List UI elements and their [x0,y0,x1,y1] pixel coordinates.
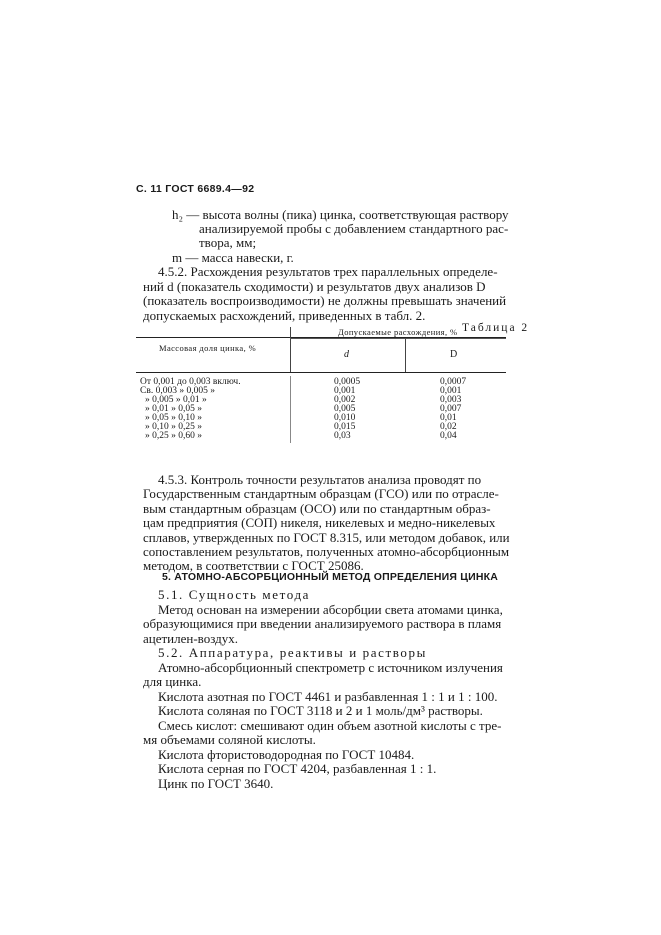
def-h2-line2: анализируемой пробы с добавлением стандартного рас- [199,221,509,236]
def-h2-line1: h₂ — высота волны (пика) цинка, соответствующая раствору [172,207,509,222]
table-vrule-main [290,327,291,372]
p453-line5: сплавов, утвержденных по ГОСТ 8.315, или методом добавок, или [143,530,510,545]
s52-line5: Смесь кислот: смешивают один объем азотной кислоты с тре- [158,718,502,733]
table-row-4-range: » 0,01 » 0,05 » [145,404,202,414]
table-row-6-D: 0,02 [440,422,457,432]
p453-line1: 4.5.3. Контроль точности результатов анализа проводят по [158,472,482,487]
s51-line1: Метод основан на измерении абсорбции света атомами цинка, [158,602,503,617]
table-body-vrule [290,376,291,443]
table-row-7-range: » 0,25 » 0,60 » [145,431,202,441]
s51-title: 5.1. Сущность метода [158,587,311,602]
table-row-1-range: От 0,001 до 0,003 включ. [140,377,241,387]
table-row-3-range: » 0,005 » 0,01 » [145,395,207,405]
section-5-heading: 5. АТОМНО-АБСОРБЦИОННЫЙ МЕТОД ОПРЕДЕЛЕНИЯ ЦИНКА [162,571,499,583]
table-vrule-sub [405,339,406,372]
col-header-d: d [344,349,350,360]
s51-line2: образующимися при введении анализируемого раствора в пламя [143,616,502,631]
table-group-rule [290,338,506,339]
table-row-6-range: » 0,10 » 0,25 » [145,422,202,432]
table-row-5-d: 0,010 [334,413,356,423]
table-row-4-D: 0,007 [440,404,462,414]
p452-line2: ний d (показатель сходимости) и результатов двух анализов D [143,279,486,294]
table-row-5-D: 0,01 [440,413,457,423]
table-row-2-D: 0,001 [440,386,462,396]
table-row-1-d: 0,0005 [334,377,361,387]
table-head-rule [136,372,506,373]
table-row-7-D: 0,04 [440,431,457,441]
s52-line8: Кислота серная по ГОСТ 4204, разбавленная 1 : 1. [158,761,437,776]
p453-line6: сопоставлением результатов, полученных атомно-абсорбционным [143,544,510,559]
table-row-5-range: » 0,05 » 0,10 » [145,413,202,423]
p453-line7: методом, в соответствии с ГОСТ 25086. [143,558,364,573]
table-row-6-d: 0,015 [334,422,356,432]
s52-line7: Кислота фтористоводородная по ГОСТ 10484. [158,747,415,762]
col-header-D: D [450,349,458,360]
col-header-mass-fraction: Массовая доля цинка, % [159,343,257,353]
table-row-7-d: 0,03 [334,431,351,441]
table-row-2-range: Св. 0,003 » 0,005 » [140,386,215,396]
table-title: Таблица 2 [462,322,530,334]
s52-line4: Кислота соляная по ГОСТ 3118 и 2 и 1 моль/дм³ растворы. [158,703,483,718]
s52-line9: Цинк по ГОСТ 3640. [158,776,274,791]
table-row-3-D: 0,003 [440,395,462,405]
s51-line3: ацетилен-воздух. [143,631,238,646]
p453-line2: Государственным стандартным образцам (ГСО) или по отрасле- [143,486,499,501]
p453-line4: цам предприятия (СОП) никеля, никелевых и медно-никелевых [143,515,496,530]
p452-line4: допускаемых расхождений, приведенных в табл. 2. [143,308,426,323]
def-m: m — масса навески, г. [172,250,294,265]
s52-line3: Кислота азотная по ГОСТ 4461 и разбавленная 1 : 1 и 1 : 100. [158,689,498,704]
table-row-3-d: 0,002 [334,395,356,405]
table-row-1-D: 0,0007 [440,377,467,387]
s52-title: 5.2. Аппаратура, реактивы и растворы [158,645,427,660]
s52-line6: мя объемами соляной кислоты. [143,732,316,747]
col-header-tolerance: Допускаемые расхождения, % [338,327,458,337]
p453-line3: вым стандартным образцам (ОСО) или по стандартным образ- [143,501,491,516]
p452-line1: 4.5.2. Расхождения результатов трех параллельных определе- [158,264,498,279]
table-row-2-d: 0,001 [334,386,356,396]
page-header: С. 11 ГОСТ 6689.4—92 [136,183,255,195]
table-row-4-d: 0,005 [334,404,356,414]
def-h2-line3: твора, мм; [199,235,257,250]
s52-line2: для цинка. [143,674,202,689]
p452-line3: (показатель воспроизводимости) не должны превышать значений [143,293,507,308]
s52-line1: Атомно-абсорбционный спектрометр с источником излучения [158,660,503,675]
